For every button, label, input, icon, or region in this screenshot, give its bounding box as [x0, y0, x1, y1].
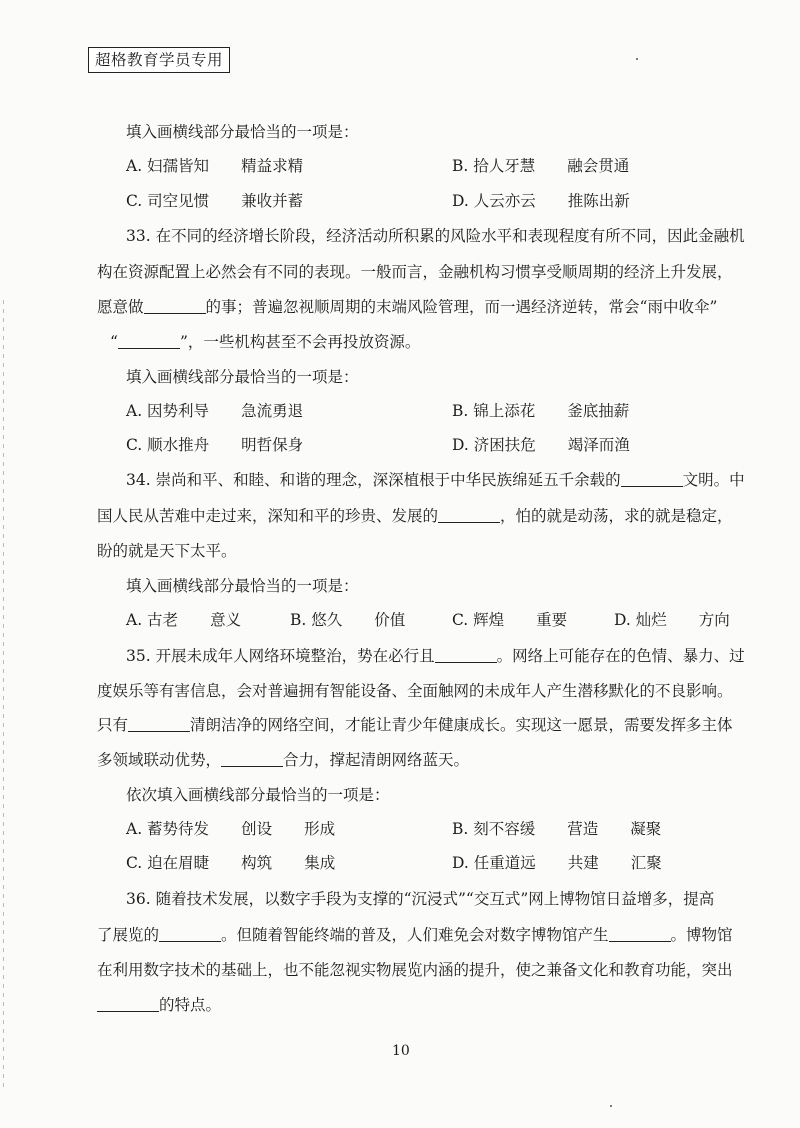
scan-speck	[610, 1105, 612, 1107]
scan-speck	[636, 58, 638, 60]
q32-option-a: A. 妇孺皆知 精益求精	[126, 157, 304, 175]
q34-line-1: 34. 崇尚和平、和睦、和谐的理念，深深植根于中华民族绵延五千余载的 文明。中	[126, 471, 745, 489]
answer-blank	[144, 297, 206, 314]
q35-line-4: 多领域联动优势， 合力，撑起清朗网络蓝天。	[97, 751, 470, 769]
q32-option-d: D. 人云亦云 推陈出新	[452, 192, 630, 210]
q35-option-a: A. 蓄势待发 创设 形成	[126, 820, 336, 838]
q35-option-d: D. 任重道远 共建 汇聚	[452, 854, 662, 872]
q34-option-d: D. 灿烂 方向	[614, 611, 730, 629]
answer-blank	[159, 925, 221, 942]
q34-line-3: 盼的就是天下太平。	[97, 542, 237, 560]
page-number: 10	[392, 1043, 410, 1059]
q33-option-b: B. 锦上添花 釜底抽薪	[452, 402, 630, 420]
q35-line-3: 只有 清朗洁净的网络空间，才能让青少年健康成长。实现这一愿景，需要发挥多主体	[97, 716, 733, 734]
q33-line-1: 33. 在不同的经济增长阶段，经济活动所积累的风险水平和表现程度有所不同，因此金融机	[126, 227, 745, 245]
answer-blank	[221, 750, 283, 767]
q35-line-2: 度娱乐等有害信息，会对普遍拥有智能设备、全面触网的未成年人产生潜移默化的不良影响。	[97, 682, 733, 700]
q36-line-3: 在利用数字技术的基础上，也不能忽视实物展览内涵的提升，使之兼备文化和教育功能，突出	[97, 961, 733, 979]
q33-prompt: 填入画横线部分最恰当的一项是：	[126, 368, 359, 386]
q33-option-a: A. 因势利导 急流勇退	[126, 402, 304, 420]
q33-option-c: C. 顺水推舟 明哲保身	[126, 436, 304, 454]
q35-prompt: 依次填入画横线部分最恰当的一项是：	[126, 786, 390, 804]
q35-line-1: 35. 开展未成年人网络环境整治，势在必行且 。网络上可能存在的色情、暴力、过	[126, 647, 745, 665]
q35-option-b: B. 刻不容缓 营造 凝聚	[452, 820, 662, 838]
student-only-stamp: 超格教育学员专用	[88, 47, 230, 73]
q34-option-b: B. 悠久 价值	[290, 611, 406, 629]
q32-option-c: C. 司空见惯 兼收并蓄	[126, 192, 304, 210]
answer-blank	[97, 995, 159, 1012]
q36-line-2: 了展览的 。但随着智能终端的普及，人们难免会对数字博物馆产生 。博物馆	[97, 926, 733, 944]
q33-line-2: 构在资源配置上必然会有不同的表现。一般而言，金融机构习惯享受顺周期的经济上升发展，	[97, 263, 733, 281]
q33-option-d: D. 济困扶危 竭泽而渔	[452, 436, 630, 454]
answer-blank	[438, 506, 500, 523]
binding-edge	[3, 300, 4, 1090]
q35-option-c: C. 迫在眉睫 构筑 集成	[126, 854, 336, 872]
q32-option-b: B. 拾人牙慧 融会贯通	[452, 157, 630, 175]
q33-line-4: “ ”，一些机构甚至不会再投放资源。	[110, 333, 421, 351]
q36-line-1: 36. 随着技术发展，以数字手段为支撑的“沉浸式”“交互式”网上博物馆日益增多，提高	[126, 890, 715, 908]
q36-line-4: 的特点。	[97, 994, 221, 1016]
answer-blank	[435, 646, 497, 663]
q34-option-a: A. 古老 意义	[126, 611, 242, 629]
answer-blank	[118, 332, 180, 349]
q34-line-2: 国人民从苦难中走过来，深知和平的珍贵、发展的 ，怕的就是动荡，求的就是稳定，	[97, 507, 733, 525]
q34-prompt: 填入画横线部分最恰当的一项是：	[126, 577, 359, 595]
answer-blank	[128, 715, 190, 732]
q32-prompt: 填入画横线部分最恰当的一项是：	[126, 123, 359, 141]
answer-blank	[609, 925, 671, 942]
q33-line-3: 愿意做 的事；普遍忽视顺周期的末端风险管理，而一遇经济逆转，常会“雨中收伞”	[97, 298, 718, 316]
answer-blank	[621, 470, 683, 487]
q34-option-c: C. 辉煌 重要	[452, 611, 568, 629]
